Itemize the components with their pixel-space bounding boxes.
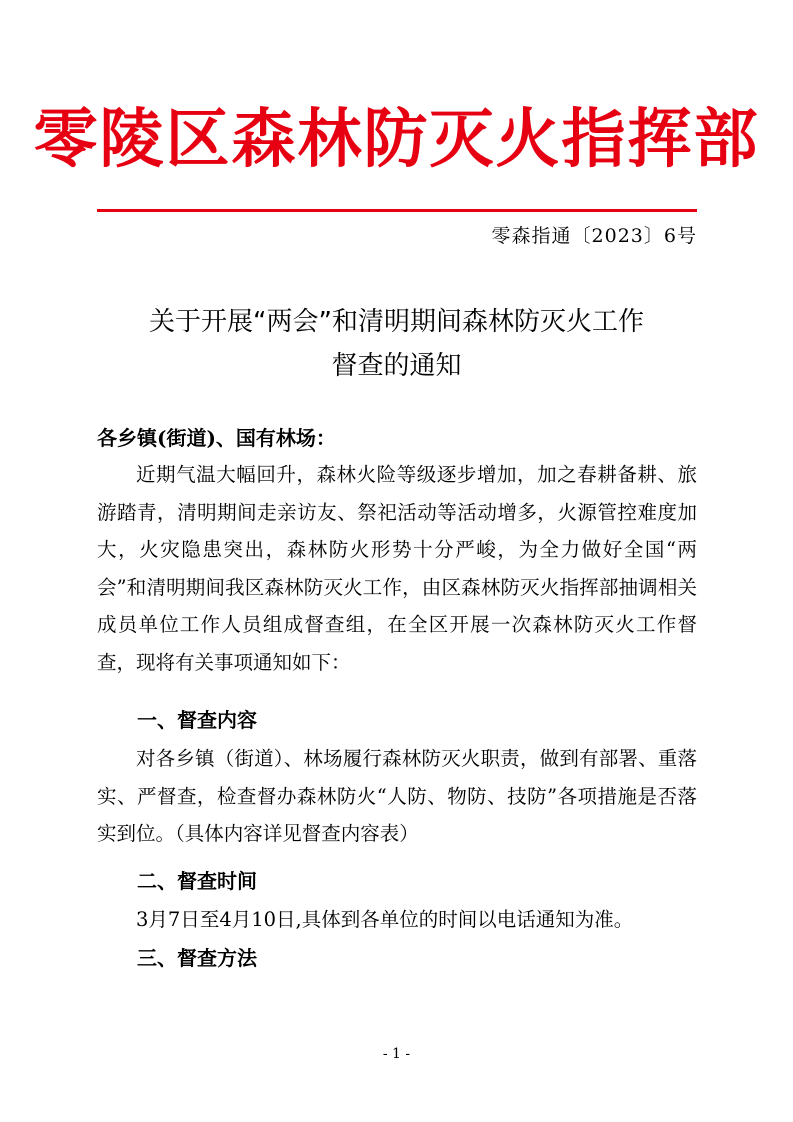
masthead-organization-name: 零陵区森林防灭火指挥部 (33, 103, 760, 177)
section-2-paragraph: 3月7日至4月10日,具体到各单位的时间以电话通知为准。 (136, 908, 634, 931)
section-1-paragraph: 对各乡镇（街道）、林场履行森林防灭火职责，做到有部署、重落实、严督查，检查督办森林防火“人防、物防、技防”各项措施是否落实到位。（具体内容详见督查内容表） (97, 747, 697, 846)
addressee: 各乡镇(街道)、国有林场： (97, 426, 336, 450)
section-3-heading: 三、督查方法 (137, 946, 257, 970)
document-title-line-2: 督查的通知 (331, 351, 462, 381)
document-number: 零森指通〔2023〕6号 (491, 225, 697, 247)
section-1-heading: 一、督查内容 (137, 708, 257, 732)
intro-paragraph: 近期气温大幅回升，森林火险等级逐步增加，加之春耕备耕、旅游踏青，清明期间走亲访友、祭祀活动等活动增多，火源管控难度加大，火灾隐患突出，森林防火形势十分严峻，为全力做好全国“两会”和清明期间我区森林防灭火工作，由区森林防灭火指挥部抽调相关成员单位工作人员组成督查组，在全区开展一次森林防灭火工作督查，现将有关事项通知如下： (97, 463, 697, 674)
page-number: - 1 - (382, 1046, 411, 1062)
section-2-heading: 二、督查时间 (137, 869, 257, 893)
red-divider-line (97, 209, 697, 212)
document-title (60, 300, 733, 388)
document-title-line-1: 关于开展“两会”和清明期间森林防灭火工作 (149, 307, 644, 337)
